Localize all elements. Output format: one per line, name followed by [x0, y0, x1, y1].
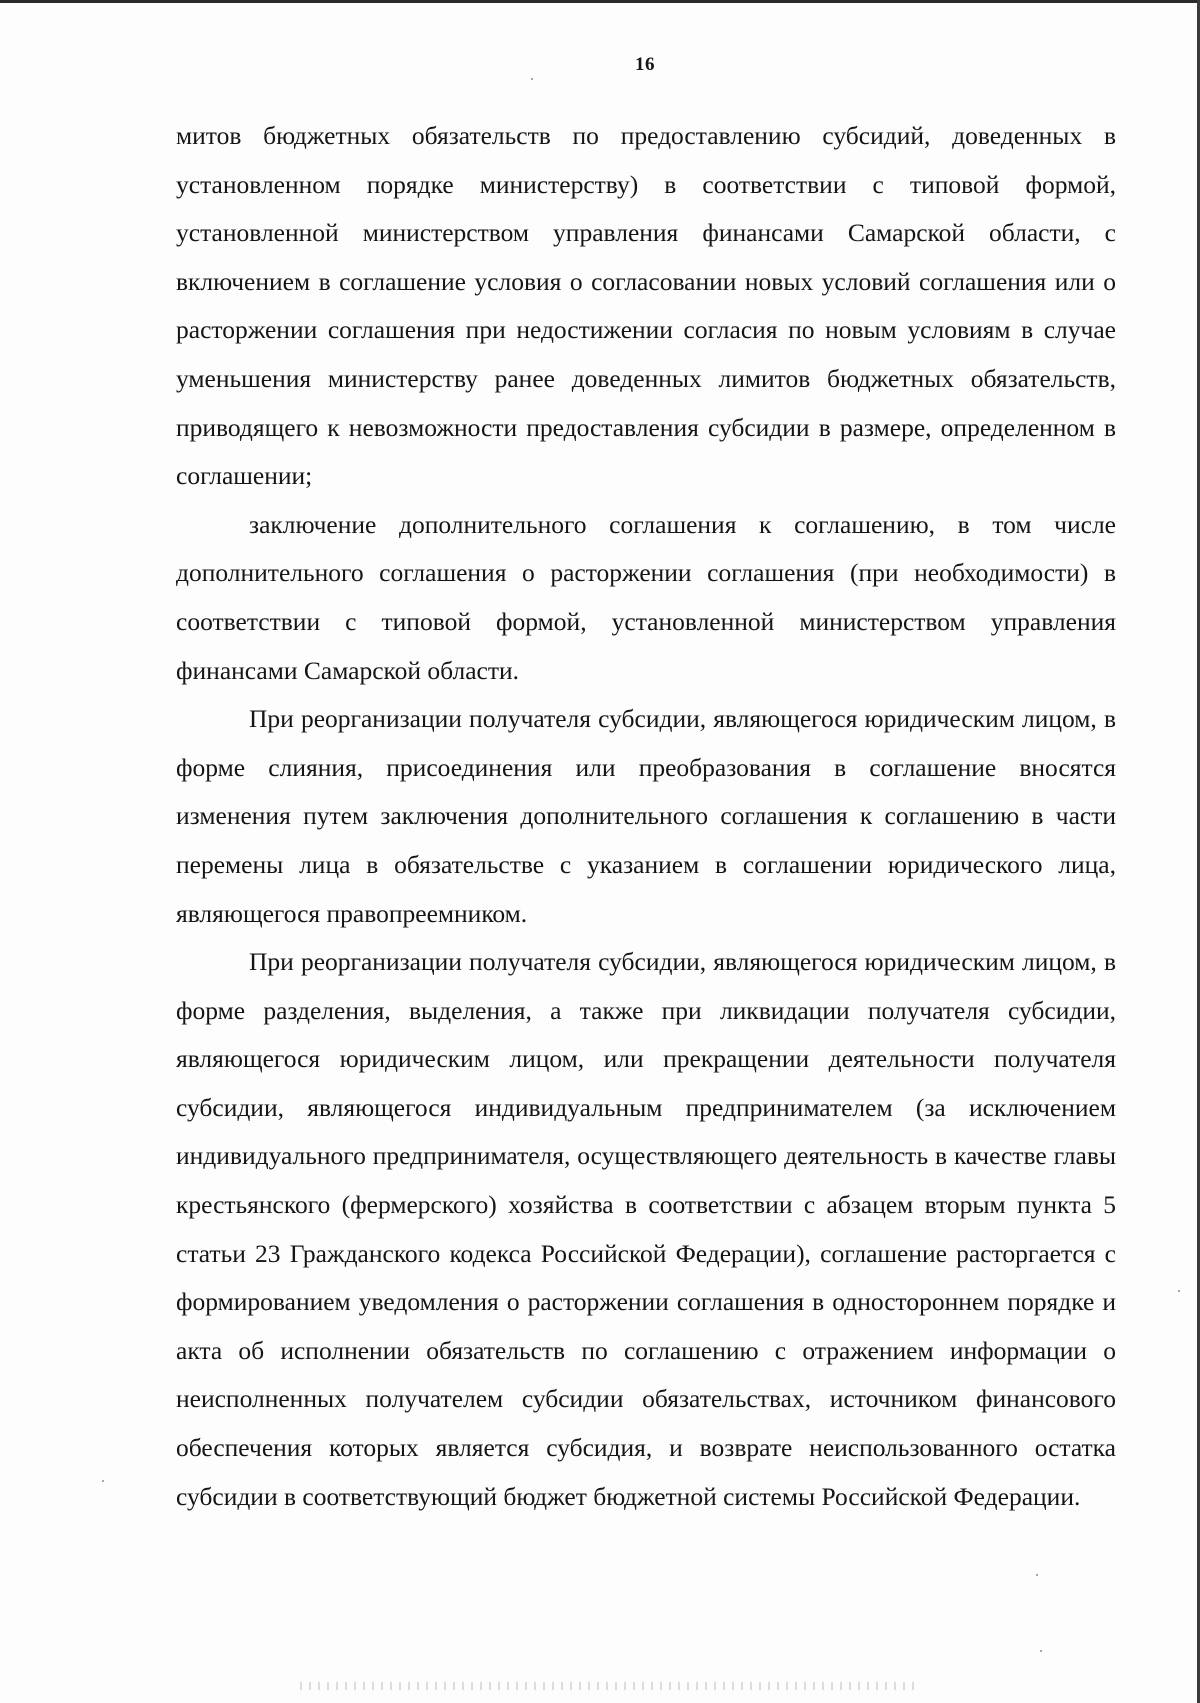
scan-bottom-noise — [300, 1682, 920, 1690]
scan-speck — [1178, 1290, 1180, 1292]
paragraph-2: заключение дополнительного соглашения к соглашению, в том числе дополнительного соглашения о расторжении соглашения (при необходимости) в соответствии с типовой формой, установленной министерством управления финансами Самарской области. — [176, 509, 1116, 685]
paragraph-3: При реорганизации получателя субсидии, являющегося юридическим лицом, в форме слияния, присоединения или преобразования в соглашение вносятся изменения путем заключения дополнительного соглашения к соглашению в части перемены лица в обязательстве с указанием в соглашении юридического лица, являющегося правопреемником. — [176, 704, 1116, 928]
paragraph-4: При реорганизации получателя субсидии, являющегося юридическим лицом, в форме разделения, выделения, а также при ликвидации получателя субсидии, являющегося юридическим лицом, или прекращении деятельности получателя субсидии, являющегося индивидуальным предпринимателем (за исключением индивидуального предпринимателя, осуществляющего деятельность в качестве главы крестьянского (фермерского) хозяйства в соответствии с абзацем вторым пункта 5 статьи 23 Гражданского кодекса Российской Федерации), соглашение расторгается с формированием уведомления о расторжении соглашения в одностороннем порядке и акта об исполнении обязательств по соглашению с отражением информации о неисполненных получателем субсидии обязательствах, источником финансового обеспечения которых является субсидия, и возврате неиспользованного остатка субсидии в соответствующий бюджет бюджетной системы Российской Федерации. — [176, 947, 1116, 1511]
scan-speck — [102, 1480, 104, 1482]
document-body — [176, 112, 1116, 1521]
page-number: 16 — [635, 54, 655, 75]
scan-speck — [1036, 1574, 1038, 1576]
scan-speck — [1040, 1650, 1042, 1652]
paragraph-1: митов бюджетных обязательств по предоставлению субсидий, доведенных в установленном порядке министерству) в соответствии с типовой формой, установленной министерством управления финансами Самарской области, с включением в соглашение условия о согласовании новых условий соглашения или о расторжении соглашения при недостижении согласия по новым условиям в случае уменьшения министерству ранее доведенных лимитов бюджетных обязательств, приводящего к невозможности предоставления субсидии в размере, определенном в соглашении; — [176, 121, 1116, 491]
scan-speck — [531, 78, 533, 80]
scan-top-border — [0, 0, 1200, 3]
